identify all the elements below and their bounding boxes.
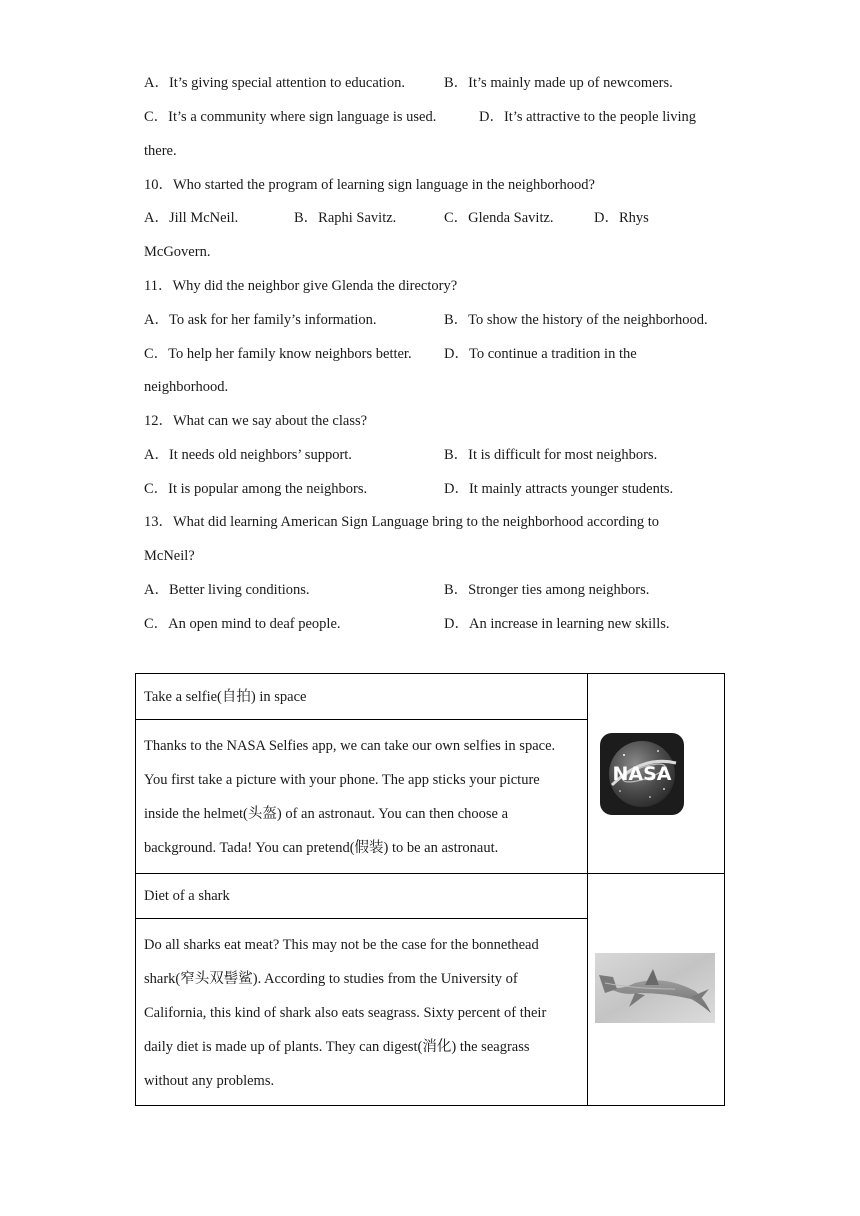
q11-option-d-continued: neighborhood. — [144, 379, 229, 395]
q9-option-d-continued: there. — [144, 143, 177, 159]
q9-option-d: D．It’s attractive to the people living — [479, 109, 697, 125]
table-column-divider — [587, 674, 588, 1105]
q12-option-a: A．It needs old neighbors’ support. — [144, 447, 352, 463]
hammerhead-shark-photo — [595, 953, 715, 1023]
shark-line-2: shark(窄头双髻鲨). According to studies from the University of — [144, 971, 518, 987]
shark-line-1: Do all sharks eat meat? This may not be the case for the bonnethead — [144, 937, 539, 953]
selfie-title: Take a selfie(自拍) in space — [144, 689, 307, 705]
q11-option-b: B．To show the history of the neighborhood. — [444, 312, 708, 328]
selfie-line-3: inside the helmet(头盔) of an astronaut. You can then choose a — [144, 806, 509, 822]
q9-option-b: B．It’s mainly made up of newcomers. — [444, 75, 673, 91]
q13-stem: 13．What did learning American Sign Language bring to the neighborhood according to — [144, 514, 660, 530]
q11-stem: 11．Why did the neighbor give Glenda the directory? — [144, 278, 458, 294]
shark-title: Diet of a shark — [144, 888, 230, 904]
q10-option-d-continued: McGovern. — [144, 244, 211, 260]
q12-option-c: C．It is popular among the neighbors. — [144, 481, 368, 497]
shark-line-3: California, this kind of shark also eats seagrass. Sixty percent of their — [144, 1005, 547, 1021]
q11-option-c: C．To help her family know neighbors better. — [144, 346, 412, 362]
q13-option-c: C．An open mind to deaf people. — [144, 616, 341, 632]
q13-option-b: B．Stronger ties among neighbors. — [444, 582, 650, 598]
q10-stem: 10．Who started the program of learning sign language in the neighborhood? — [144, 177, 595, 193]
q13-stem-continued: McNeil? — [144, 548, 195, 564]
selfie-line-1: Thanks to the NASA Selfies app, we can take our own selfies in space. — [144, 738, 556, 754]
q12-stem: 12．What can we say about the class? — [144, 413, 368, 429]
table-row-divider — [136, 873, 724, 874]
q9-option-a: A．It’s giving special attention to education. — [144, 75, 405, 91]
q12-option-d: D．It mainly attracts younger students. — [444, 481, 674, 497]
selfie-line-4: background. Tada! You can pretend(假装) to be an astronaut. — [144, 840, 499, 856]
q9-option-c: C．It’s a community where sign language is used. — [144, 109, 437, 125]
q13-option-d: D．An increase in learning new skills. — [444, 616, 670, 632]
table-row-divider — [136, 719, 587, 720]
selfie-line-2: You first take a picture with your phone. The app sticks your picture — [144, 772, 540, 788]
q12-option-b: B．It is difficult for most neighbors. — [444, 447, 658, 463]
q13-option-a: A．Better living conditions. — [144, 582, 310, 598]
q10-option-c: C．Glenda Savitz. — [444, 210, 554, 226]
nasa-logo-text: NASA — [612, 763, 672, 785]
q11-option-d: D．To continue a tradition in the — [444, 346, 637, 362]
shark-line-4: daily diet is made up of plants. They can digest(消化) the seagrass — [144, 1039, 530, 1055]
shark-line-5: without any problems. — [144, 1073, 275, 1089]
nasa-app-icon — [600, 733, 684, 815]
q10-option-d: D．Rhys — [594, 210, 649, 226]
q10-option-a: A．Jill McNeil. — [144, 210, 239, 226]
q10-option-b: B．Raphi Savitz. — [294, 210, 397, 226]
table-row-divider — [136, 918, 587, 919]
reading-table — [135, 673, 725, 1106]
q11-option-a: A．To ask for her family’s information. — [144, 312, 377, 328]
